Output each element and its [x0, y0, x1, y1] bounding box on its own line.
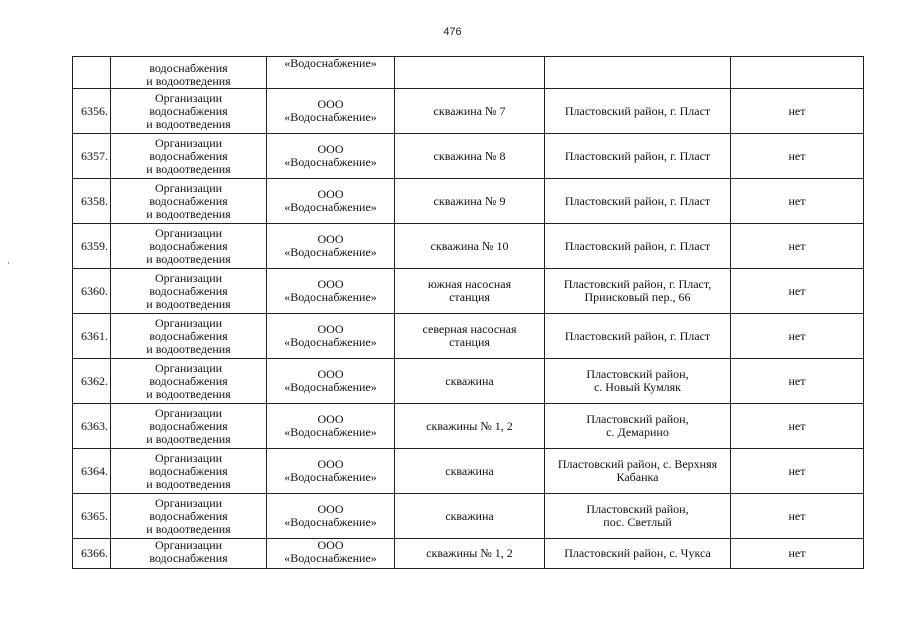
table-row — [73, 404, 864, 449]
status-cell: нет — [731, 269, 864, 314]
table-row — [73, 179, 864, 224]
location-cell — [545, 404, 731, 449]
status-cell — [731, 57, 864, 89]
status-cell: нет — [731, 449, 864, 494]
org-name-line: ООО — [317, 322, 344, 336]
object-line: скважина — [445, 508, 494, 523]
org-name-line: ООО — [317, 502, 344, 516]
object-cell — [395, 134, 545, 179]
org-type-cell — [111, 89, 267, 134]
object-cell — [395, 359, 545, 404]
table-row — [73, 89, 864, 134]
org-type-line: водоснабжения — [149, 551, 228, 565]
location-cell — [545, 179, 731, 224]
status-cell: нет — [731, 539, 864, 569]
org-type-line: Организации — [154, 315, 223, 330]
location-line: с. Демарино — [606, 425, 669, 439]
status-cell: нет — [731, 314, 864, 359]
location-cell — [545, 57, 731, 89]
org-name-line: ООО — [317, 538, 344, 552]
status-cell: нет — [731, 359, 864, 404]
row-number-cell: 6360. — [73, 269, 111, 314]
org-name-line: «Водоснабжение» — [284, 551, 377, 565]
location-line: с. Новый Кумляк — [593, 380, 682, 394]
org-type-line: Организации — [154, 180, 223, 195]
org-name-line: ООО — [317, 232, 344, 246]
object-line: станция — [449, 290, 490, 304]
org-type-line: и водоотведения — [146, 386, 231, 401]
location-cell — [545, 494, 731, 539]
org-type-cell — [111, 269, 267, 314]
org-name-line: «Водоснабжение» — [284, 110, 377, 124]
org-type-line: и водоотведения — [146, 161, 231, 176]
object-line: скважина № 10 — [430, 238, 509, 253]
object-line: южная насосная — [427, 277, 512, 291]
row-number-cell: 6357. — [73, 134, 111, 179]
location-line: Пластовский район, г. Пласт — [564, 193, 711, 208]
location-cell — [545, 314, 731, 359]
table-row-continued — [73, 57, 864, 89]
location-line: Пластовский район, с. Верхняя — [557, 457, 718, 471]
row-number-cell: 6362. — [73, 359, 111, 404]
org-type-line: Организации — [154, 538, 223, 552]
object-cell — [395, 57, 545, 89]
object-line: скважины № 1, 2 — [426, 418, 513, 433]
status-cell: нет — [731, 404, 864, 449]
location-cell — [545, 134, 731, 179]
object-cell — [395, 89, 545, 134]
object-cell — [395, 179, 545, 224]
org-name-line: «Водоснабжение» — [284, 515, 377, 529]
page-number: 476 — [443, 26, 462, 38]
status-cell: нет — [731, 494, 864, 539]
org-type-line: и водоотведения — [146, 521, 231, 536]
location-cell — [545, 89, 731, 134]
status-cell: нет — [731, 134, 864, 179]
row-number-cell: 6356. — [73, 89, 111, 134]
org-type-line: и водоотведения — [146, 341, 231, 356]
org-type-line: водоснабжения — [149, 61, 228, 75]
org-name-cell — [267, 314, 395, 359]
org-name-line: «Водоснабжение» — [284, 200, 377, 214]
location-line: Кабанка — [616, 470, 659, 484]
org-type-line: и водоотведения — [146, 296, 231, 311]
org-type-cell — [111, 314, 267, 359]
org-type-line: и водоотведения — [146, 251, 231, 266]
location-line: Пластовский район, г. Пласт, — [563, 277, 712, 291]
org-name-line: «Водоснабжение» — [284, 56, 377, 70]
object-line: скважина — [445, 463, 494, 478]
registry-table-body — [73, 57, 864, 569]
row-number-cell: 6359. — [73, 224, 111, 269]
org-type-line: Организации — [154, 450, 223, 465]
org-type-cell — [111, 224, 267, 269]
org-type-line: водоснабжения — [149, 238, 228, 253]
org-type-line: и водоотведения — [146, 116, 231, 131]
org-name-cell — [267, 57, 395, 89]
location-line: Пластовский район, г. Пласт — [564, 328, 711, 343]
table-row — [73, 359, 864, 404]
location-line: Приисковый пер., 66 — [584, 290, 691, 304]
org-type-line: Организации — [154, 90, 223, 105]
org-name-cell — [267, 449, 395, 494]
table-row — [73, 494, 864, 539]
location-line: Пластовский район, — [586, 367, 689, 381]
location-line: Пластовский район, с. Чукса — [564, 546, 711, 560]
registry-table — [72, 56, 864, 569]
org-type-line: водоснабжения — [149, 373, 228, 388]
org-name-cell — [267, 359, 395, 404]
scan-mark — [8, 262, 9, 264]
org-type-line: Организации — [154, 360, 223, 375]
org-type-line: водоснабжения — [149, 463, 228, 478]
org-type-cell — [111, 494, 267, 539]
row-number-cell: 6364. — [73, 449, 111, 494]
org-type-cell — [111, 449, 267, 494]
org-type-line: Организации — [154, 135, 223, 150]
org-name-line: «Водоснабжение» — [284, 425, 377, 439]
org-type-line: водоснабжения — [149, 418, 228, 433]
org-type-cell — [111, 179, 267, 224]
location-line: пос. Светлый — [603, 515, 672, 529]
location-cell — [545, 359, 731, 404]
status-cell: нет — [731, 224, 864, 269]
org-name-cell — [267, 269, 395, 314]
org-name-line: ООО — [317, 97, 344, 111]
row-number-cell: 6361. — [73, 314, 111, 359]
org-type-line: и водоотведения — [146, 476, 231, 491]
org-type-line: водоснабжения — [149, 103, 228, 118]
org-type-line: водоснабжения — [149, 193, 228, 208]
object-cell — [395, 539, 545, 569]
org-name-cell — [267, 179, 395, 224]
org-name-line: «Водоснабжение» — [284, 380, 377, 394]
table-row — [73, 224, 864, 269]
status-cell: нет — [731, 179, 864, 224]
org-type-line: водоснабжения — [149, 283, 228, 298]
org-name-cell — [267, 224, 395, 269]
location-line: Пластовский район, г. Пласт — [564, 238, 711, 253]
status-cell: нет — [731, 89, 864, 134]
org-type-line: водоснабжения — [149, 508, 228, 523]
org-name-line: ООО — [317, 277, 344, 291]
org-name-cell — [267, 404, 395, 449]
org-type-line: Организации — [154, 405, 223, 420]
location-cell — [545, 539, 731, 569]
table-row — [73, 449, 864, 494]
object-line: скважина № 8 — [433, 148, 506, 163]
table-row — [73, 314, 864, 359]
org-name-line: ООО — [317, 457, 344, 471]
org-name-line: ООО — [317, 367, 344, 381]
location-cell — [545, 224, 731, 269]
org-type-line: и водоотведения — [146, 74, 231, 88]
org-type-line: водоснабжения — [149, 148, 228, 163]
location-line: Пластовский район, — [586, 502, 689, 516]
org-type-line: Организации — [154, 225, 223, 240]
org-name-cell — [267, 134, 395, 179]
org-name-cell — [267, 539, 395, 569]
object-cell — [395, 494, 545, 539]
object-cell — [395, 224, 545, 269]
object-line: северная насосная — [422, 322, 517, 336]
row-number-cell: 6366. — [73, 539, 111, 569]
org-name-cell — [267, 494, 395, 539]
object-cell — [395, 449, 545, 494]
org-type-cell — [111, 359, 267, 404]
location-line: Пластовский район, г. Пласт — [564, 103, 711, 118]
org-type-line: Организации — [154, 270, 223, 285]
org-name-line: ООО — [317, 142, 344, 156]
org-name-cell — [267, 89, 395, 134]
table-row — [73, 134, 864, 179]
table-row — [73, 269, 864, 314]
object-cell — [395, 404, 545, 449]
org-name-line: ООО — [317, 412, 344, 426]
org-type-line: Организации — [154, 495, 223, 510]
row-number-cell: 6365. — [73, 494, 111, 539]
org-type-line: водоснабжения — [149, 328, 228, 343]
org-type-line: и водоотведения — [146, 431, 231, 446]
object-cell — [395, 314, 545, 359]
org-name-line: ООО — [317, 187, 344, 201]
org-name-line: «Водоснабжение» — [284, 290, 377, 304]
org-name-line: «Водоснабжение» — [284, 470, 377, 484]
object-line: скважина № 9 — [433, 193, 506, 208]
object-cell — [395, 269, 545, 314]
table-row-last — [73, 539, 864, 569]
row-number-cell: 6363. — [73, 404, 111, 449]
org-type-line: и водоотведения — [146, 206, 231, 221]
org-name-line: «Водоснабжение» — [284, 245, 377, 259]
object-line: скважины № 1, 2 — [426, 546, 513, 560]
location-cell — [545, 269, 731, 314]
row-number-cell: 6358. — [73, 179, 111, 224]
location-cell — [545, 449, 731, 494]
object-line: скважина — [445, 373, 494, 388]
org-name-line: «Водоснабжение» — [284, 155, 377, 169]
org-type-cell — [111, 57, 267, 89]
object-line: станция — [449, 335, 490, 349]
org-type-cell — [111, 134, 267, 179]
location-line: Пластовский район, г. Пласт — [564, 148, 711, 163]
location-line: Пластовский район, — [586, 412, 689, 426]
row-number-cell — [73, 57, 111, 89]
object-line: скважина № 7 — [433, 103, 506, 118]
org-type-cell — [111, 539, 267, 569]
org-type-cell — [111, 404, 267, 449]
org-name-line: «Водоснабжение» — [284, 335, 377, 349]
